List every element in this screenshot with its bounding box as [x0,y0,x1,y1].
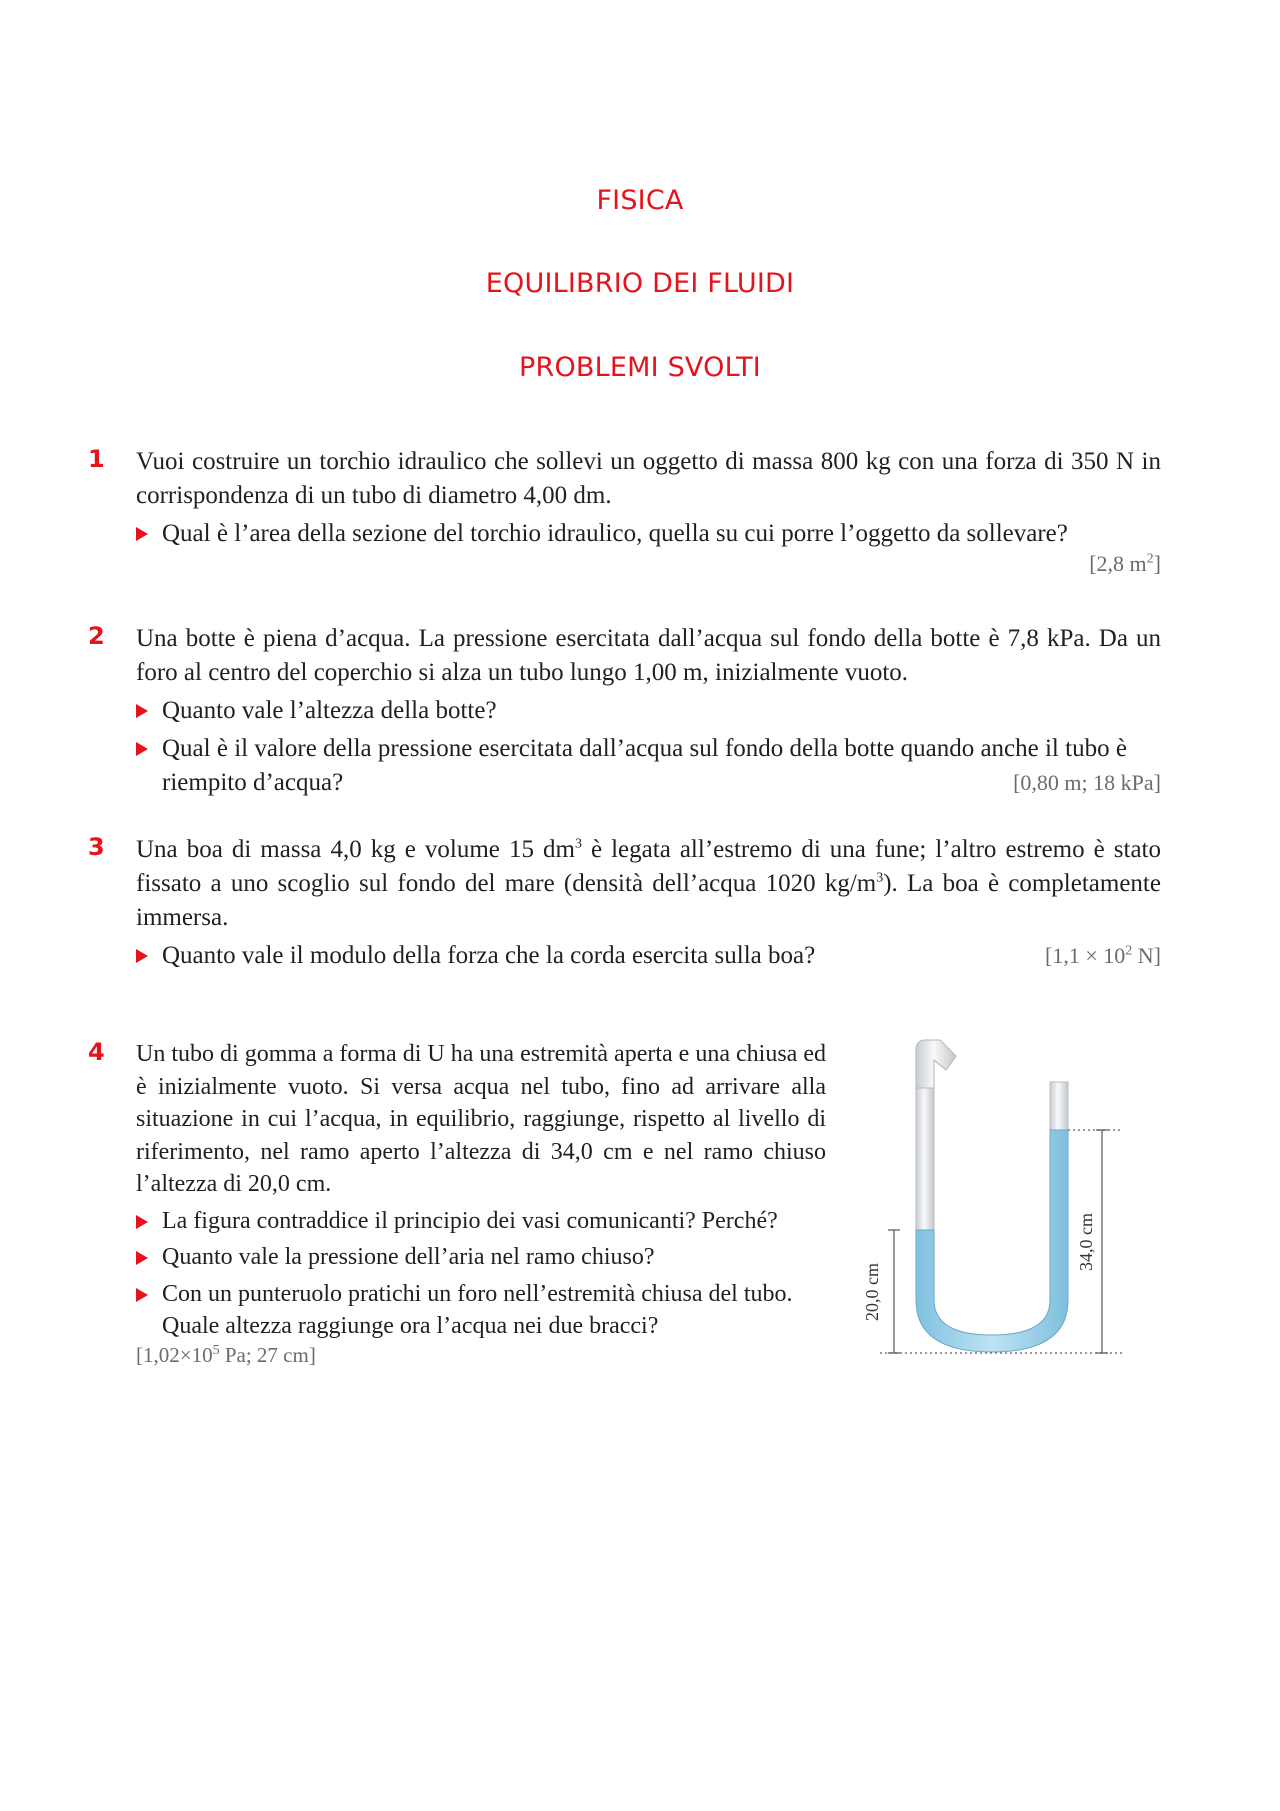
label-closed-height: 20,0 cm [862,1263,882,1321]
problem-2 [88,622,1161,800]
answer-exponent: 5 [212,1342,220,1358]
question-item [136,939,1161,973]
question-item [136,694,1161,728]
section-title: PROBLEMI SVOLTI [519,352,761,383]
answer [136,551,1161,577]
problem-number: 3 [88,833,105,861]
problem-number: 2 [88,622,105,650]
question-text: Quanto vale il modulo della forza che la corda esercita sulla boa? [162,942,816,969]
problem-number: 4 [88,1038,105,1066]
question-item [136,1241,826,1274]
text-part: è legata all’estremo di una fune; l’altro estremo è stato fissato a uno scoglio sul fondo del mare (densità dell’acqua 1020 kg/m [136,836,1162,897]
answer-exponent: 2 [1125,943,1133,959]
problem-1 [88,445,1161,577]
bullet-triangle-icon [136,527,148,541]
problem-text: Un tubo di gomma a forma di U ha una estremità aperta e una chiusa ed è inizialmente vuoto. Si versa acqua nel tubo, fino ad arrivare alla situazione in cui l’acqua, in equilibrio, raggiunge, rispetto al livello di riferimento, nel ramo aperto l’altezza di 34,0 cm e nel ramo chiuso l’altezza di 20,0 cm. [136,1041,826,1197]
question-text: Quanto vale l’altezza della botte? [162,697,497,724]
problem-3 [88,833,1162,973]
question-item [136,1278,826,1343]
answer [1045,939,1161,973]
question-text: Qual è l’area della sezione del torchio idraulico, quella su cui porre l’oggetto da sollevare? [162,520,1068,547]
text-exponent: 3 [876,870,884,886]
left-branch-glass [916,1088,934,1230]
bullet-triangle-icon [136,949,148,963]
topic-title: EQUILIBRIO DEI FLUIDI [485,268,795,299]
text-part: ). La boa è completamente immersa. [136,870,1161,931]
water-column [916,1130,1068,1352]
u-tube-diagram [860,1030,1140,1360]
bullet-triangle-icon [136,742,148,756]
answer-suffix: ] [1153,551,1161,576]
question-text: Qual è il valore della pressione esercitata dall’acqua sul fondo della botte quando anche il tubo è riempito d’acqua? [162,735,1127,796]
answer-suffix: Pa; 27 cm] [219,1342,316,1367]
question-text: Con un punteruolo pratichi un foro nell’estremità chiusa del tubo. Quale altezza raggiunge ora l’acqua nei due bracci? [162,1280,793,1339]
problem-number: 1 [88,445,105,473]
bullet-triangle-icon [136,1288,148,1302]
closed-end [916,1040,956,1090]
bullet-triangle-icon [136,1251,148,1265]
answer-suffix: N] [1132,943,1161,968]
question-item [136,1205,826,1238]
bullet-triangle-icon [136,1215,148,1229]
right-branch-glass [1050,1082,1068,1132]
answer-text: [1,1 × 10 [1045,943,1126,968]
question-item [136,517,1161,551]
answer-text: [2,8 m [1089,551,1147,576]
bullet-triangle-icon [136,704,148,718]
label-open-height: 34,0 cm [1076,1213,1096,1271]
problem-text [136,833,1161,935]
text-part: Una boa di massa 4,0 kg e volume 15 dm [136,836,575,863]
answer-exponent: 2 [1146,551,1154,567]
problem-text: Una botte è piena d’acqua. La pressione esercitata dall’acqua sul fondo della botte è 7,8 kPa. Da un foro al centro del coperchio si alza un tubo lungo 1,00 m, inizialmente vuoto. [136,625,1161,686]
answer [136,1343,826,1368]
answer: [0,80 m; 18 kPa] [1013,770,1161,795]
question-item [136,732,1161,800]
answer-text: [1,02×10 [136,1342,213,1367]
subject-title: FISICA [596,185,684,216]
question-text: Quanto vale la pressione dell’aria nel ramo chiuso? [162,1244,655,1270]
problem-4 [88,1038,826,1368]
u-tube-figure [860,1030,1140,1360]
problem-text: Vuoi costruire un torchio idraulico che sollevi un oggetto di massa 800 kg con una forza di 350 N in corrispondenza di un tubo di diametro 4,00 dm. [136,448,1161,509]
text-exponent: 3 [574,836,582,852]
question-text: La figura contraddice il principio dei vasi comunicanti? Perché? [162,1207,778,1234]
